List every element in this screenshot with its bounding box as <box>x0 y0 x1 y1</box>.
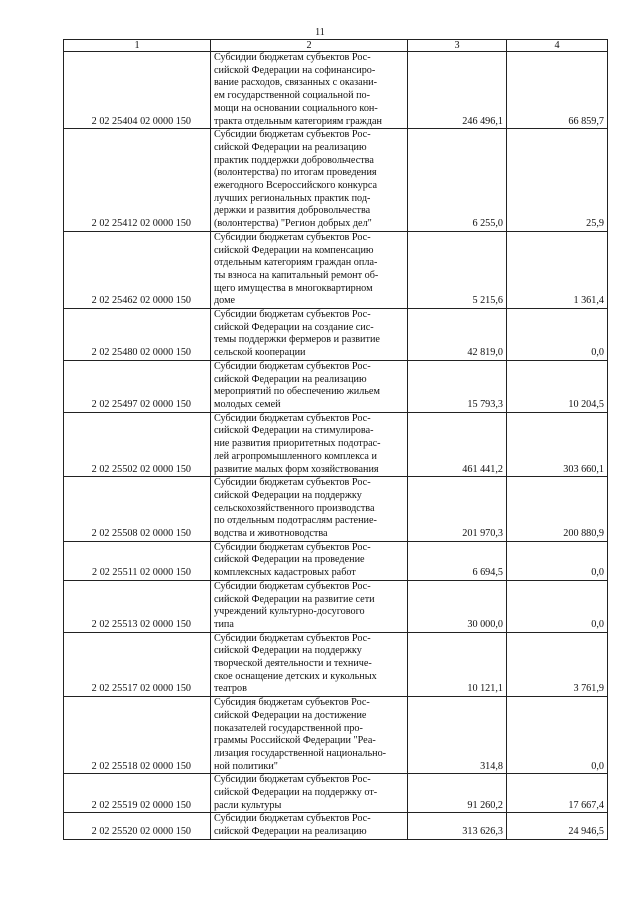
amount-col3-cell: 6 255,0 <box>408 129 507 232</box>
budget-code-cell: 2 02 25517 02 0000 150 <box>64 632 211 697</box>
amount-col3-cell: 6 694,5 <box>408 541 507 580</box>
column-header-1: 1 <box>64 40 211 52</box>
amount-col4-cell: 200 880,9 <box>507 477 608 542</box>
table-row <box>64 52 608 129</box>
amount-col4-cell: 303 660,1 <box>507 412 608 477</box>
amount-col3-cell: 30 000,0 <box>408 580 507 632</box>
table-row <box>64 129 608 232</box>
subsidy-name-cell: Субсидии бюджетам субъектов Рос- сийской Федерации на поддержку сельскохозяйственного производства по отдельным подотраслям растение- водства и животноводства <box>211 477 408 542</box>
budget-code-cell: 2 02 25497 02 0000 150 <box>64 360 211 412</box>
budget-code-cell: 2 02 25404 02 0000 150 <box>64 52 211 129</box>
amount-col4-cell: 10 204,5 <box>507 360 608 412</box>
table-row <box>64 632 608 697</box>
amount-col4-cell: 25,9 <box>507 129 608 232</box>
budget-code-cell: 2 02 25462 02 0000 150 <box>64 231 211 308</box>
amount-col4-cell: 24 946,5 <box>507 813 608 839</box>
amount-col3-cell: 246 496,1 <box>408 52 507 129</box>
subsidy-name-cell: Субсидии бюджетам субъектов Рос- сийской Федерации на поддержку от- расли культуры <box>211 774 408 813</box>
amount-col3-cell: 15 793,3 <box>408 360 507 412</box>
budget-code-cell: 2 02 25511 02 0000 150 <box>64 541 211 580</box>
amount-col4-cell: 3 761,9 <box>507 632 608 697</box>
budget-code-cell: 2 02 25502 02 0000 150 <box>64 412 211 477</box>
table-row <box>64 231 608 308</box>
budget-code-cell: 2 02 25518 02 0000 150 <box>64 697 211 774</box>
column-number-row <box>64 40 608 52</box>
table-row <box>64 697 608 774</box>
amount-col3-cell: 42 819,0 <box>408 309 507 361</box>
subsidy-name-cell: Субсидии бюджетам субъектов Рос- сийской Федерации на проведение комплексных кадастровых работ <box>211 541 408 580</box>
subsidy-name-cell: Субсидии бюджетам субъектов Рос- сийской Федерации на развитие сети учреждений культурно-досугового типа <box>211 580 408 632</box>
budget-code-cell: 2 02 25519 02 0000 150 <box>64 774 211 813</box>
amount-col4-cell: 0,0 <box>507 580 608 632</box>
amount-col3-cell: 5 215,6 <box>408 231 507 308</box>
subsidy-name-cell: Субсидии бюджетам субъектов Рос- сийской Федерации на реализацию <box>211 813 408 839</box>
amount-col4-cell: 66 859,7 <box>507 52 608 129</box>
amount-col3-cell: 461 441,2 <box>408 412 507 477</box>
table-row <box>64 580 608 632</box>
table-row <box>64 541 608 580</box>
amount-col3-cell: 10 121,1 <box>408 632 507 697</box>
amount-col4-cell: 0,0 <box>507 697 608 774</box>
amount-col3-cell: 313 626,3 <box>408 813 507 839</box>
budget-code-cell: 2 02 25412 02 0000 150 <box>64 129 211 232</box>
table-row <box>64 309 608 361</box>
page-number: 11 <box>315 27 325 38</box>
amount-col4-cell: 0,0 <box>507 309 608 361</box>
amount-col3-cell: 314,8 <box>408 697 507 774</box>
subsidy-name-cell: Субсидии бюджетам субъектов Рос- сийской Федерации на софинансиро- вание расходов, связанных с оказани- ем государственной социальной по- мощи на основании социального кон- тракта отдельным категориям граждан <box>211 52 408 129</box>
table-row <box>64 360 608 412</box>
table-row <box>64 813 608 839</box>
subsidy-name-cell: Субсидии бюджетам субъектов Рос- сийской Федерации на реализацию практик поддержки добровольчества (волонтерства) по итогам проведения ежегодного Всероссийского конкурса лучших региональных практик под- держки и развития добровольчества (волонтерства) "Регион добрых дел" <box>211 129 408 232</box>
subsidy-name-cell: Субсидия бюджетам субъектов Рос- сийской Федерации на достижение показателей государственной про- граммы Российской Федерации "Реа- лизация государственной национально- ной политики" <box>211 697 408 774</box>
table-row <box>64 774 608 813</box>
column-header-4: 4 <box>507 40 608 52</box>
table-row <box>64 477 608 542</box>
column-header-2: 2 <box>211 40 408 52</box>
subsidy-name-cell: Субсидии бюджетам субъектов Рос- сийской Федерации на стимулирова- ние развития приоритетных подотрас- лей агропромышленного комплекса и развитие малых форм хозяйствования <box>211 412 408 477</box>
subsidy-name-cell: Субсидии бюджетам субъектов Рос- сийской Федерации на создание сис- темы поддержки фермеров и развитие сельской кооперации <box>211 309 408 361</box>
budget-code-cell: 2 02 25520 02 0000 150 <box>64 813 211 839</box>
amount-col4-cell: 0,0 <box>507 541 608 580</box>
budget-code-cell: 2 02 25508 02 0000 150 <box>64 477 211 542</box>
amount-col4-cell: 1 361,4 <box>507 231 608 308</box>
subsidy-name-cell: Субсидии бюджетам субъектов Рос- сийской Федерации на компенсацию отдельным категориям граждан опла- ты взноса на капитальный ремонт об- щего имущества в многоквартирном доме <box>211 231 408 308</box>
amount-col4-cell: 17 667,4 <box>507 774 608 813</box>
budget-code-cell: 2 02 25480 02 0000 150 <box>64 309 211 361</box>
table-row <box>64 412 608 477</box>
subsidy-name-cell: Субсидии бюджетам субъектов Рос- сийской Федерации на поддержку творческой деятельности и техниче- ское оснащение детских и кукольных театров <box>211 632 408 697</box>
subsidies-table <box>63 39 608 840</box>
subsidy-name-cell: Субсидии бюджетам субъектов Рос- сийской Федерации на реализацию мероприятий по обеспечению жильем молодых семей <box>211 360 408 412</box>
budget-code-cell: 2 02 25513 02 0000 150 <box>64 580 211 632</box>
amount-col3-cell: 201 970,3 <box>408 477 507 542</box>
column-header-3: 3 <box>408 40 507 52</box>
amount-col3-cell: 91 260,2 <box>408 774 507 813</box>
